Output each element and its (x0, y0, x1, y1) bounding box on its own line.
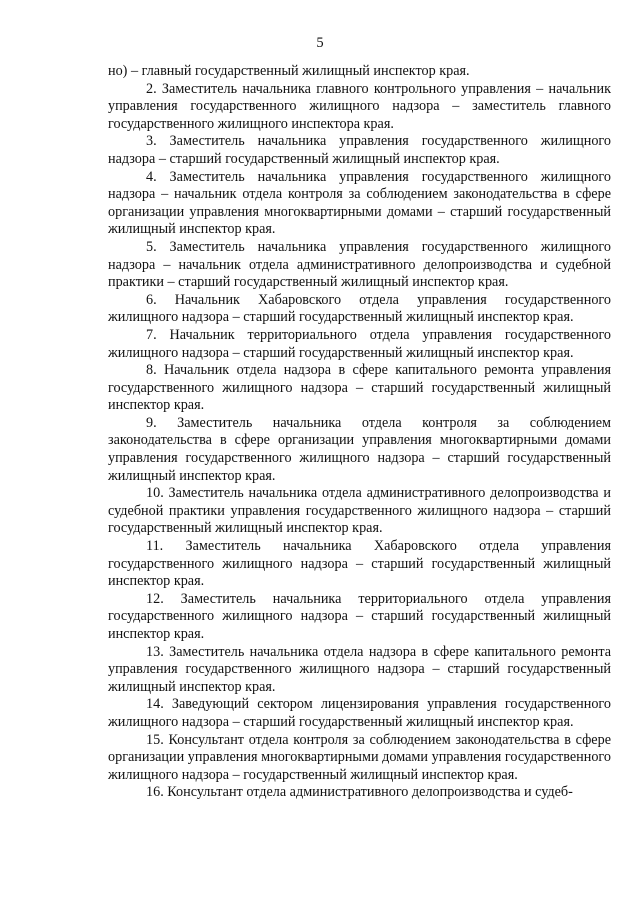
list-item-3: 3. Заместитель начальника управления государственного жилищного надзора – старший государственный жилищный инспектор края. (108, 133, 611, 167)
list-item-2: 2. Заместитель начальника главного контрольного управления – начальник управления государственного жилищного надзора – заместитель главного государственного жилищного инспектора края. (108, 80, 611, 132)
list-item-5: 5. Заместитель начальника управления государственного жилищного надзора – начальник отдела административного делопроизводства и судебной практики – старший государственный жилищный инспектор края. (108, 238, 611, 291)
list-item-8: 8. Начальник отдела надзора в сфере капитального ремонта управления государственного жилищного надзора – старший государственный жилищный инспектор края. (108, 362, 611, 414)
list-item-4: 4. Заместитель начальника управления государственного жилищного надзора – начальник отдела контроля за соблюдением законодательства в сфере организации управления многоквартирными домами – старший государственный жилищный инспектор края. (108, 168, 611, 238)
list-item-13: 13. Заместитель начальника отдела надзора в сфере капитального ремонта управления государственного жилищного надзора – старший государственный жилищный инспектор края. (108, 643, 611, 695)
list-item-14: 14. Заведующий сектором лицензирования управления государственного жилищного надзора – старший государственный жилищный инспектор края. (108, 696, 611, 730)
paragraph-continuation: но) – главный государственный жилищный инспектор края. (108, 63, 470, 79)
list-item-6: 6. Начальник Хабаровского отдела управления государственного жилищного надзора – старший государственный жилищный инспектор края. (108, 291, 611, 326)
document-body (108, 63, 611, 802)
list-item-11: 11. Заместитель начальника Хабаровского отдела управления государственного жилищного надзора – старший государственный жилищный инспектор края. (108, 538, 611, 590)
list-item-16: 16. Консультант отдела административного делопроизводства и судеб- (146, 784, 573, 801)
list-item-9: 9. Заместитель начальника отдела контроля за соблюдением законодательства в сфере организации управления многоквартирными домами управления государственного жилищного надзора – старший государственный жилищный инспектор края. (108, 414, 611, 484)
list-item-10: 10. Заместитель начальника отдела административного делопроизводства и судебной практики управления государственного жилищного надзора – старший государственный жилищный инспектор края. (108, 485, 611, 537)
list-item-7: 7. Начальник территориального отдела управления государственного жилищного надзора – старший государственный жилищный инспектор края. (108, 326, 611, 361)
page-number: 5 (316, 35, 324, 51)
list-item-15: 15. Консультант отдела контроля за соблюдением законодательства в сфере организации управления многоквартирными домами управления государственного жилищного надзора – государственный жилищный инспектор края. (108, 731, 611, 783)
list-item-12: 12. Заместитель начальника территориального отдела управления государственного жилищного надзора – старший государственный жилищный инспектор края. (108, 590, 611, 642)
